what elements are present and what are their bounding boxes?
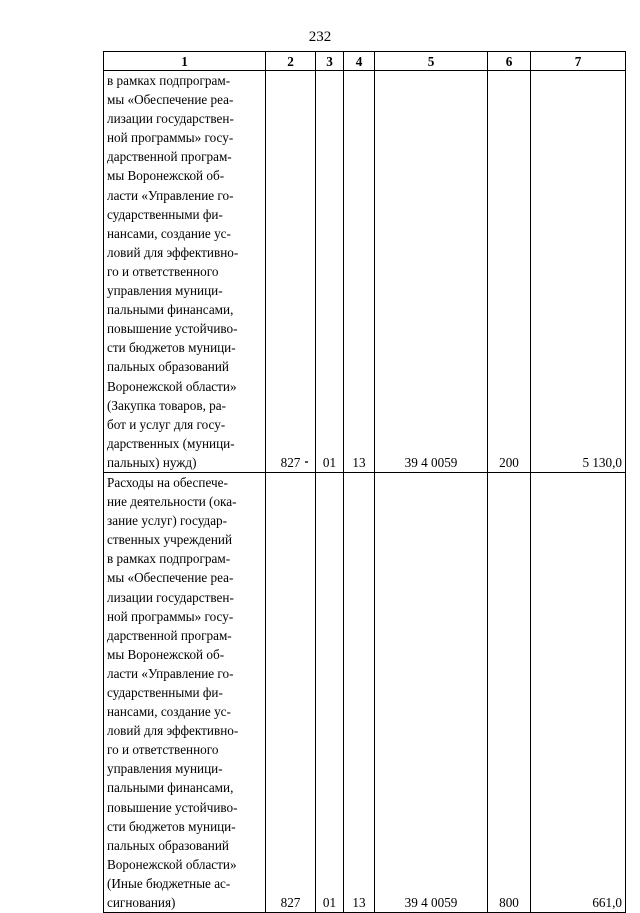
row-amount: 5 130,0: [531, 71, 626, 473]
row-section-code: 01: [316, 71, 344, 473]
budget-table: [103, 51, 626, 913]
row-amount: 661,0: [531, 472, 626, 912]
row-ministry-code: 827: [266, 472, 316, 912]
header-col-3: 3: [316, 52, 344, 71]
header-row: [104, 52, 626, 71]
header-col-1: 1: [104, 52, 266, 71]
row-subsection-code: 13: [344, 71, 375, 473]
row-ministry-code: 827: [266, 71, 316, 473]
row-description: в рамках подпрограм- мы «Обеспечение реа- лизации государствен- ной программы» госу- дарственной програм- мы Воронежской об- ласти «Управление го- сударственными фи- нансами, создание ус- ловий для эффективно- го и ответственного управления муници- пальными финансами, повышение устойчиво- сти бюджетов муници- пальных образований Воронежской области» (Закупка товаров, ра- бот и услуг для госу- дарственных (муници- пальных) нужд): [104, 71, 266, 473]
table-row: [104, 71, 626, 473]
row-target-article: 39 4 0059: [375, 472, 488, 912]
header-col-6: 6: [488, 52, 531, 71]
page-number: 232: [308, 29, 332, 45]
row-section-code: 01: [316, 472, 344, 912]
row-expense-type: 200: [488, 71, 531, 473]
table-row: [104, 472, 626, 912]
header-col-4: 4: [344, 52, 375, 71]
header-col-7: 7: [531, 52, 626, 71]
row-description: Расходы на обеспече- ние деятельности (ока- зание услуг) государ- ственных учреждений в рамках подпрограм- мы «Обеспечение реа- лизации государствен- ной программы» госу- дарственной програм- мы Воронежской об- ласти «Управление го- сударственными фи- нансами, создание ус- ловий для эффективно- го и ответственного управления муници- пальными финансами, повышение устойчиво- сти бюджетов муници- пальных образований Воронежской области» (Иные бюджетные ас- сигнования): [104, 472, 266, 912]
header-col-2: 2: [266, 52, 316, 71]
row-expense-type: 800: [488, 472, 531, 912]
header-col-5: 5: [375, 52, 488, 71]
scan-speck: [305, 461, 308, 463]
row-subsection-code: 13: [344, 472, 375, 912]
row-target-article: 39 4 0059: [375, 71, 488, 473]
